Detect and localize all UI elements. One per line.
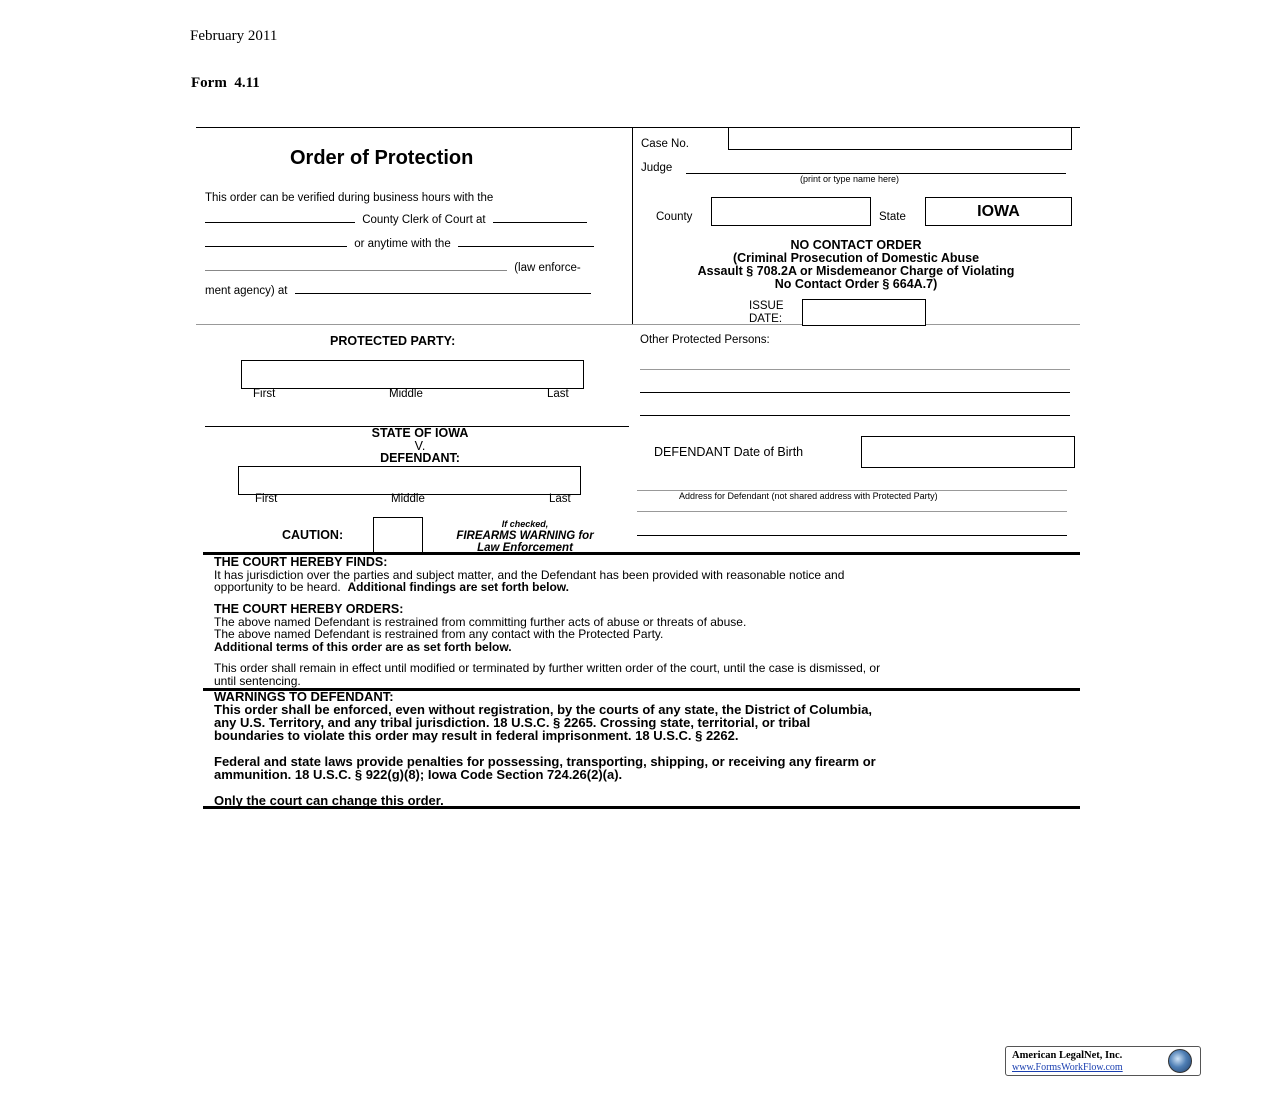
center-divider (632, 127, 633, 324)
globe-icon (1168, 1049, 1192, 1073)
anytime-row (205, 238, 625, 250)
nco-line-1: (Criminal Prosecution of Domestic Abuse (732, 251, 980, 265)
nco-line-3: No Contact Order § 664A.7) (774, 277, 938, 291)
findings-line-2b: Additional findings are set forth below. (347, 580, 569, 594)
case-no-input[interactable] (728, 127, 1072, 150)
other-protected-line-3[interactable] (640, 415, 1070, 416)
defendant-middle-label: Middle (391, 493, 425, 505)
findings-heading: THE COURT HEREBY FINDS: (214, 555, 388, 569)
county-label: County (656, 211, 693, 223)
versus: V. (414, 438, 426, 453)
address-hint: Address for Defendant (not shared address with Protected Party) (679, 491, 938, 501)
defendant-heading (325, 427, 515, 465)
warnings-p3: Only the court can change this order. (214, 793, 444, 808)
county-clerk-phone-field[interactable] (493, 222, 587, 223)
warnings-p2-l1: Federal and state laws provide penalties for possessing, transporting, shipping, or receiving any firearm or (214, 754, 876, 769)
defendant-label: DEFENDANT: (380, 451, 460, 465)
county-clerk-name-field[interactable] (205, 222, 355, 223)
orders-heading: THE COURT HEREBY ORDERS: (214, 602, 404, 616)
defendant-last-label: Last (549, 493, 571, 505)
law-enforcement-label: (law enforce- (514, 262, 581, 274)
state-of-iowa: STATE OF IOWA (371, 426, 469, 440)
other-protected-label: Other Protected Persons: (640, 334, 770, 346)
nco-line-2: Assault § 708.2A or Misdemeanor Charge of Violating (697, 264, 1015, 278)
judge-print-hint: (print or type name here) (800, 174, 900, 184)
county-clerk-row (205, 214, 625, 226)
warnings-p1-l3: boundaries to violate this order may result in federal imprisonment. 18 U.S.C. § 2262. (214, 728, 739, 743)
warnings-bottom-rule (203, 806, 1080, 809)
dob-input[interactable] (861, 436, 1075, 468)
orders-line-1: The above named Defendant is restrained from committing further acts of abuse or threats of abuse. (214, 614, 747, 629)
defendant-address-line-2[interactable] (637, 511, 1067, 512)
findings-line-1: It has jurisdiction over the parties and subject matter, and the Defendant has been provided with reasonable notice and (214, 567, 845, 582)
if-checked: If checked, (501, 519, 549, 529)
defendant-address-line-3[interactable] (637, 535, 1067, 536)
firearms-warning-checkbox[interactable] (373, 517, 423, 554)
agency-phone-field[interactable] (295, 293, 591, 294)
effect-line-2: until sentencing. (214, 673, 301, 688)
firearms-line-2: Law Enforcement (477, 542, 573, 554)
issue-date-input[interactable] (802, 299, 926, 326)
protected-middle-label: Middle (389, 388, 423, 400)
judge-label: Judge (641, 162, 673, 174)
anytime-agency-field[interactable] (458, 246, 594, 247)
effect-line-1: This order shall remain in effect until modified or terminated by further written order of the court, until the case is dismissed, or (214, 661, 881, 675)
warnings-p1-l2: any U.S. Territory, and any tribal jurisdiction. 18 U.S.C. § 2265. Crossing state, territorial, or tribal (214, 715, 811, 730)
agency-row (205, 285, 625, 297)
issue-label-2: DATE: (749, 312, 783, 325)
issue-date-label (749, 300, 784, 325)
anytime-phone-field[interactable] (205, 246, 347, 247)
verify-text: This order can be verified during business hours with the (205, 192, 494, 204)
warnings-p1-l1: This order shall be enforced, even without registration, by the courts of any state, the District of Columbia, (214, 702, 873, 717)
nco-title: NO CONTACT ORDER (790, 238, 922, 252)
footer-company: American LegalNet, Inc. (1012, 1050, 1123, 1061)
caution-label: CAUTION: (282, 528, 344, 542)
findings-line-2 (214, 581, 1070, 594)
other-protected-line-2[interactable] (640, 392, 1070, 393)
orders-line-3: Additional terms of this order are as set forth below. (214, 639, 512, 654)
county-clerk-label: County Clerk of Court at (362, 214, 486, 226)
agency-label: ment agency) at (205, 285, 288, 297)
warnings-block (214, 690, 1070, 807)
other-protected-line-1[interactable] (640, 369, 1070, 370)
form-date: February 2011 (190, 28, 278, 44)
case-no-label: Case No. (641, 138, 689, 150)
orders-line-2: The above named Defendant is restrained from any contact with the Protected Party. (214, 627, 664, 641)
protected-last-label: Last (547, 388, 569, 400)
state-label: State (879, 211, 906, 223)
footer-url[interactable]: www.FormsWorkFlow.com (1012, 1062, 1123, 1073)
state-input[interactable]: IOWA (925, 197, 1072, 226)
effect-block (214, 662, 1070, 687)
orders-block (214, 603, 1070, 653)
protected-first-label: First (253, 388, 276, 400)
warnings-heading: WARNINGS TO DEFENDANT: (214, 689, 394, 704)
page-title: Order of Protection (290, 147, 474, 169)
defendant-first-label: First (255, 493, 278, 505)
firearms-warning-text (430, 518, 620, 554)
dob-label: DEFENDANT Date of Birth (654, 445, 804, 459)
section-divider (196, 324, 1080, 325)
anytime-label: or anytime with the (354, 238, 451, 250)
warnings-p2-l2: ammunition. 18 U.S.C. § 922(g)(8); Iowa Code Section 724.26(2)(a). (214, 767, 623, 782)
defendant-name-input[interactable] (238, 466, 581, 495)
no-contact-order-block (636, 239, 1076, 291)
findings-line-2a: opportunity to be heard. (214, 580, 341, 594)
protected-party-name-input[interactable] (241, 360, 584, 389)
county-input[interactable] (711, 197, 871, 226)
footer-logo[interactable] (1005, 1046, 1201, 1076)
findings-block (214, 556, 1070, 594)
law-enforcement-field[interactable] (205, 270, 507, 271)
issue-label-1: ISSUE (749, 300, 784, 312)
firearms-line-1: FIREARMS WARNING for (456, 530, 594, 542)
form-number: Form 4.11 (191, 75, 260, 91)
protected-party-label: PROTECTED PARTY: (330, 334, 456, 348)
law-enforcement-row (205, 262, 625, 274)
